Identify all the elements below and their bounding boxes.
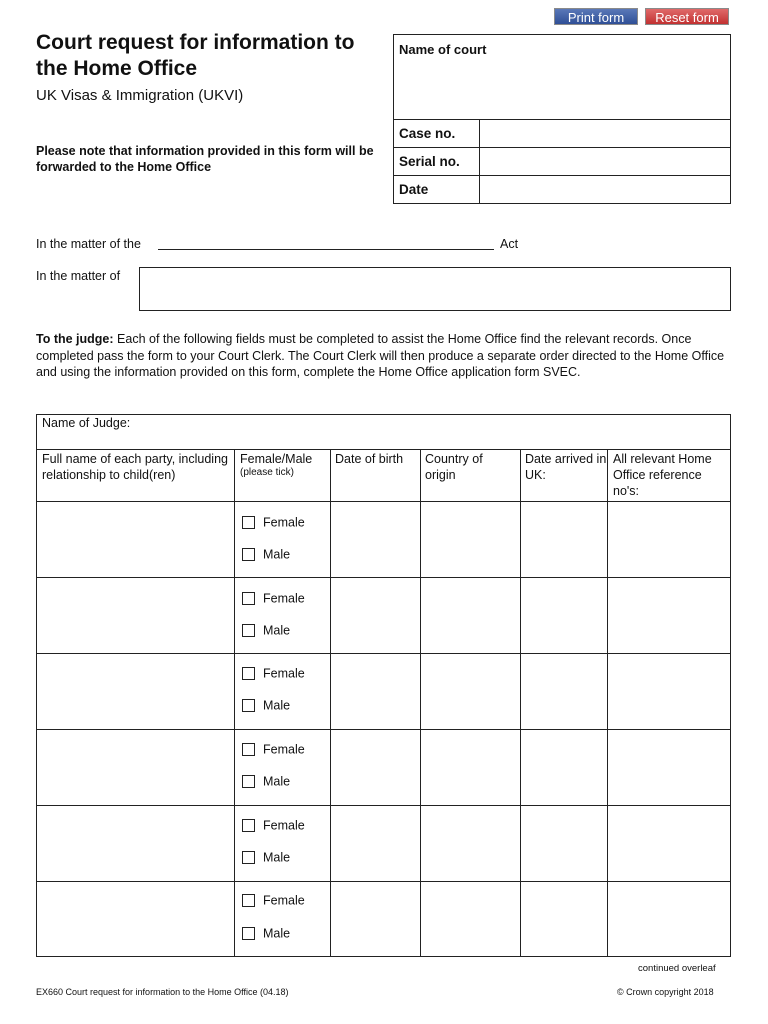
form-reference: EX660 Court request for information to the Home Office (04.18) xyxy=(36,987,289,997)
table-divider xyxy=(36,881,731,882)
checkbox-icon[interactable] xyxy=(242,624,255,637)
checkbox-icon[interactable] xyxy=(242,851,255,864)
column-divider xyxy=(520,449,521,956)
continued-note: continued overleaf xyxy=(638,963,716,974)
case-number-row xyxy=(393,119,731,147)
column-divider xyxy=(607,449,608,956)
matter-of-label: In the matter of xyxy=(36,269,121,283)
male-label: Male xyxy=(263,850,291,865)
female-label: Female xyxy=(263,666,305,681)
male-label: Male xyxy=(263,547,291,562)
column-header-reference: All relevant Home Office reference no's: xyxy=(613,452,712,498)
reset-form-button[interactable]: Reset form xyxy=(645,8,729,25)
male-checkbox[interactable] xyxy=(242,850,290,865)
column-header-name: Full name of each party, including relationship to child(ren) xyxy=(42,452,228,482)
column-header-sex xyxy=(240,451,330,479)
matter-act-field[interactable] xyxy=(158,249,494,250)
checkbox-icon[interactable] xyxy=(242,743,255,756)
judge-name-field[interactable] xyxy=(140,415,730,448)
male-label: Male xyxy=(263,698,291,713)
court-name-field[interactable] xyxy=(394,35,730,118)
male-checkbox[interactable] xyxy=(242,698,290,713)
female-checkbox[interactable] xyxy=(242,515,305,530)
table-divider xyxy=(36,653,731,654)
female-checkbox[interactable] xyxy=(242,591,305,606)
column-header-sex-label: Female/Male xyxy=(240,452,313,466)
date-row xyxy=(393,175,731,203)
serial-number-field[interactable] xyxy=(479,148,731,175)
column-header-country: Country of origin xyxy=(425,452,483,482)
male-checkbox[interactable] xyxy=(242,623,290,638)
male-checkbox[interactable] xyxy=(242,926,290,941)
female-checkbox[interactable] xyxy=(242,742,305,757)
notice-text: Please note that information provided in this form will be forwarded to the Home Office xyxy=(36,144,374,174)
female-label: Female xyxy=(263,515,305,530)
checkbox-icon[interactable] xyxy=(242,819,255,832)
judge-instructions-body: Each of the following fields must be completed to assist the Home Office find the relevant records. Once completed pass the form to your Court Clerk. The Court Clerk will then produce a separate order directed to the Home Office and using the information provided on this form, complete the Home Office application form SVEC. xyxy=(36,332,725,379)
female-checkbox[interactable] xyxy=(242,818,305,833)
serial-number-label: Serial no. xyxy=(399,154,460,169)
female-checkbox[interactable] xyxy=(242,666,305,681)
matter-act-label: In the matter of the xyxy=(36,237,141,251)
male-label: Male xyxy=(263,774,291,789)
table-divider xyxy=(36,729,731,730)
column-header-dob: Date of birth xyxy=(335,452,404,466)
checkbox-icon[interactable] xyxy=(242,894,255,907)
date-field[interactable] xyxy=(479,176,731,203)
table-divider xyxy=(36,501,731,502)
case-number-field[interactable] xyxy=(479,120,731,147)
column-header-arrived: Date arrived in UK: xyxy=(525,452,607,482)
table-divider xyxy=(36,805,731,806)
serial-number-row xyxy=(393,147,731,175)
male-label: Male xyxy=(263,623,291,638)
checkbox-icon[interactable] xyxy=(242,775,255,788)
page-title: Court request for information to the Home Office xyxy=(36,31,355,80)
checkbox-icon[interactable] xyxy=(242,592,255,605)
female-label: Female xyxy=(263,591,305,606)
column-header-sex-note: (please tick) xyxy=(240,467,294,478)
checkbox-icon[interactable] xyxy=(242,667,255,680)
date-label: Date xyxy=(399,182,429,197)
male-checkbox[interactable] xyxy=(242,547,290,562)
female-label: Female xyxy=(263,742,305,757)
female-checkbox[interactable] xyxy=(242,893,305,908)
male-checkbox[interactable] xyxy=(242,774,290,789)
print-form-button[interactable]: Print form xyxy=(554,8,638,25)
female-label: Female xyxy=(263,818,305,833)
judge-name-label: Name of Judge: xyxy=(42,416,131,430)
male-label: Male xyxy=(263,926,291,941)
page-subtitle: UK Visas & Immigration (UKVI) xyxy=(36,87,244,104)
table-divider xyxy=(36,449,731,450)
column-divider xyxy=(330,449,331,956)
matter-act-suffix: Act xyxy=(500,237,519,251)
column-divider xyxy=(420,449,421,956)
column-divider xyxy=(234,449,235,956)
court-name-label: Name of court xyxy=(399,42,487,57)
case-number-label: Case no. xyxy=(399,126,456,141)
copyright-notice: © Crown copyright 2018 xyxy=(617,987,714,997)
checkbox-icon[interactable] xyxy=(242,516,255,529)
female-label: Female xyxy=(263,893,305,908)
matter-of-field[interactable] xyxy=(139,267,731,311)
judge-instructions xyxy=(36,331,736,381)
table-divider xyxy=(36,577,731,578)
checkbox-icon[interactable] xyxy=(242,699,255,712)
judge-instructions-lead: To the judge: xyxy=(36,332,114,346)
checkbox-icon[interactable] xyxy=(242,927,255,940)
checkbox-icon[interactable] xyxy=(242,548,255,561)
